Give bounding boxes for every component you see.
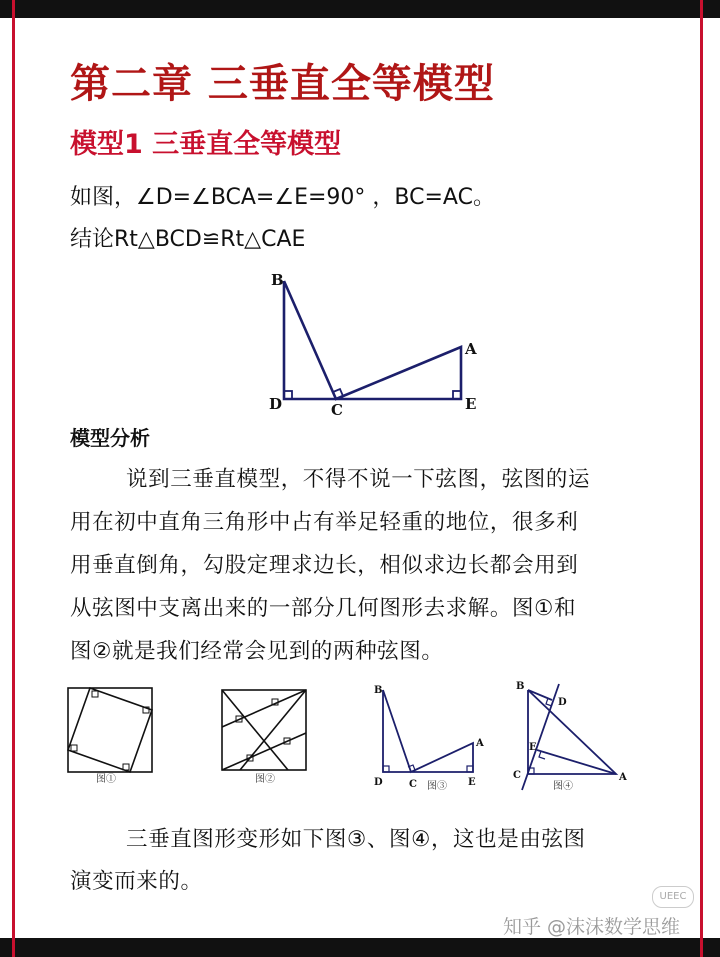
bottom-border [0,938,720,957]
statement-condition: 如图，∠D=∠BCA=∠E=90° ，BC=AC。 [70,185,495,210]
figure-4-label-a: A [619,772,627,783]
figure-3-label-d: D [374,777,383,788]
label-b: B [271,271,284,289]
figure-4-label-c: C [513,770,521,781]
analysis-line-2: 用在初中直角三角形中占有举足轻重的地位，很多利 [70,510,579,535]
watermark-badge: UEEC [652,886,694,908]
figure-3-label-e: E [468,777,476,788]
chapter-title: 第二章 三垂直全等模型 [70,61,495,107]
figure-1-caption: 图① [96,774,116,785]
analysis-line-4: 从弦图中支离出来的一部分几何图形去求解。图①和 [70,596,577,621]
figure-4-label-d: D [558,697,567,708]
watermark-text: 知乎 @沫沫数学思维 [503,916,681,938]
figure-4-label-b: B [516,681,525,692]
figure-2-caption: 图② [255,774,275,785]
figure-1-diagram [68,688,152,772]
figure-4-label-e: E [529,742,537,753]
analysis-line-3: 用垂直倒角，勾股定理求边长，相似求边长都会用到 [70,553,579,578]
figure-4-diagram [522,684,616,790]
analysis-heading: 模型分析 [70,426,150,450]
figure-3-diagram [383,690,473,772]
label-c: C [331,401,343,419]
analysis-line-1: 说到三垂直模型，不得不说一下弦图，弦图的运 [126,467,591,492]
figure-3-label-a: A [476,738,484,749]
statement-conclusion: 结论Rt△BCD≌Rt△CAE [70,227,306,252]
figure-3-caption: 图③ [427,781,447,792]
closing-line-1: 三垂直图形变形如下图③、图④，这也是由弦图 [126,827,586,852]
figure-3-label-b: B [374,685,383,696]
label-a: A [465,340,477,358]
figure-2-diagram [222,690,306,770]
analysis-line-5: 图②就是我们经常会见到的两种弦图。 [70,639,444,664]
label-e: E [465,395,477,413]
label-d: D [269,395,283,413]
closing-line-2: 演变而来的。 [70,869,203,894]
figure-4-caption: 图④ [553,781,573,792]
model-title: 模型1 三垂直全等模型 [70,129,342,160]
figure-3-label-c: C [409,779,417,790]
